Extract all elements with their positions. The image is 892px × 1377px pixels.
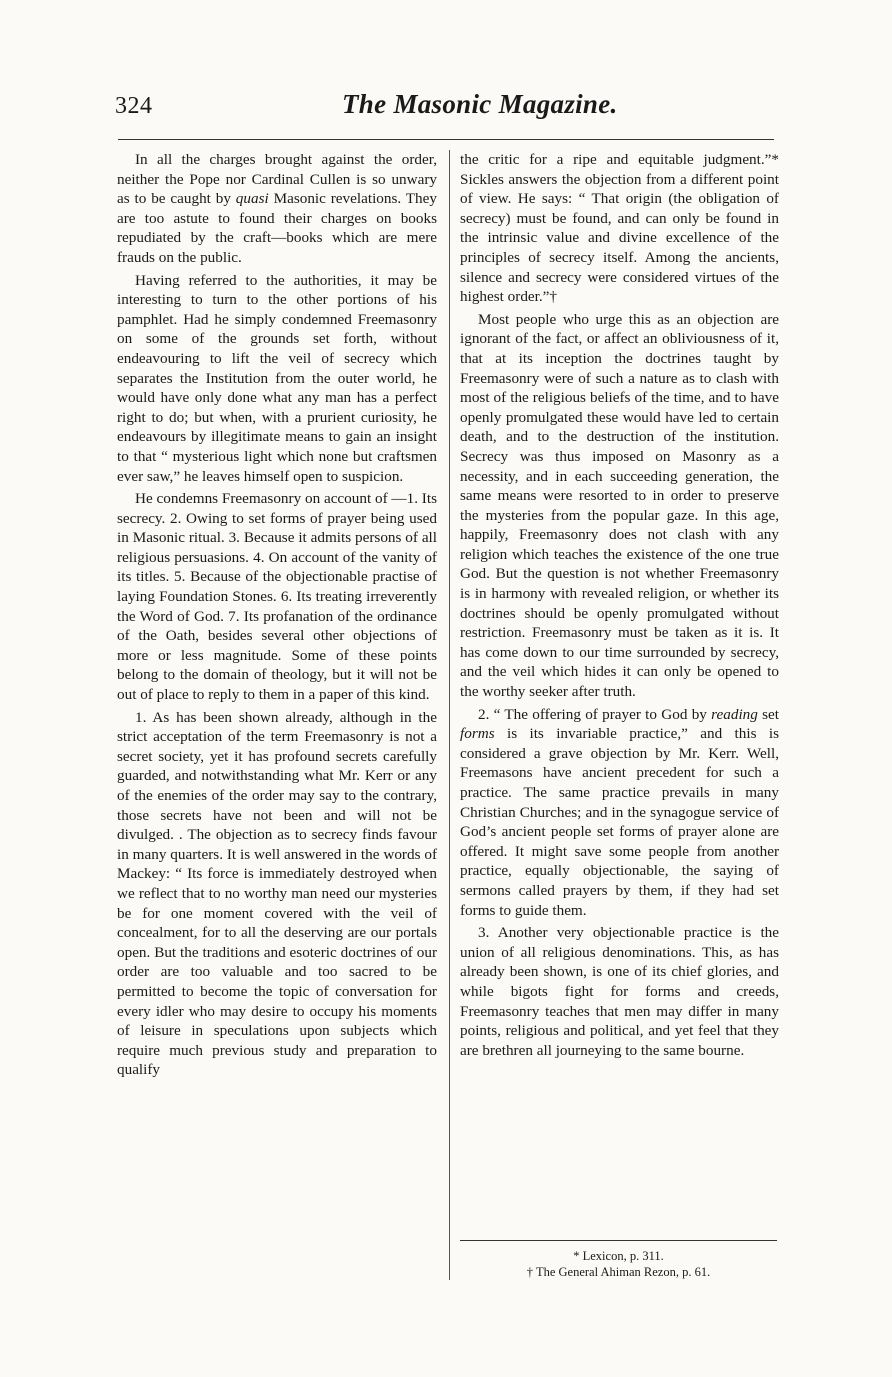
left-paragraph-3: He condemns Freemasonry on account of —1. Its secrecy. 2. Owing to set forms of prayer being used in Masonic ritual. 3. Because it admits persons of all religious persuasions. 4. On account of the vanity of its titles. 5. Because of the objectionable practise of laying Foundation Stones. 6. Its treating irreverently the Word of God. 7. Its profanation of the ordinance of the Oath, besides several other objections of more or less magnitude. Some of these points belong to the domain of theology, but it will not be out of place to reply to them in a paper of this kind. bbox=[117, 490, 437, 704]
right-paragraph-3 bbox=[460, 705, 779, 921]
footnote-1: * Lexicon, p. 311. bbox=[573, 1249, 664, 1263]
left-paragraph-1 bbox=[117, 150, 437, 268]
column-divider bbox=[449, 150, 450, 1280]
text-run: 2. “ The offering of prayer to God by bbox=[478, 705, 712, 723]
right-paragraph-1: the critic for a ripe and equitable judgment.”* Sickles answers the objection from a different point of view. He says: “ That origin (the obligation of secrecy) must be found, and can only be found in the intrinsic value and divine excellence of the principles of secrecy itself. Among the ancients, silence and secrecy were considered virtues of the highest order.”† bbox=[460, 151, 779, 306]
header-rule bbox=[118, 139, 774, 140]
right-paragraph-2: Most people who urge this as an objection are ignorant of the fact, or affect an obliviousness of it, that at its inception the doctrines taught by Freemasonry were of such a nature as to clash with most of the religious beliefs of the time, and to have openly promulgated these would have led to certain death, and to the destruction of the institution. Secrecy was thus imposed on Masonry as a necessity, and in each succeeding generation, the same means were resorted to in order to preserve the mysteries from the popular gaze. In this age, happily, Freemasonry does not clash with any religion which teaches the existence of the one true God. But the question is not whether Freemasonry is in harmony with revealed religion, or whether its doctrines should be openly promulgated without restriction. Freemasonry must be taken as it is. It has come down to our time surrounded by secrecy, and the veil which hides it can only be opened to the worthy seeker after truth. bbox=[460, 310, 779, 701]
footnotes bbox=[460, 1248, 777, 1280]
footnote-2: † The General Ahiman Rezon, p. 61. bbox=[526, 1265, 711, 1279]
left-paragraph-2: Having referred to the authorities, it may be interesting to turn to the other portions of his pamphlet. Had he simply condemned Freemasonry on some of the grounds set forth, without endeavouring to lift the veil of secrecy which separates the Institution from the outer world, he would have only done what any man has a perfect right to do; but when, with a prurient curiosity, he endeavours by illegitimate means to gain an insight to that “ mysterious light which none but craftsmen ever saw,” he leaves himself open to suspicion. bbox=[117, 271, 437, 485]
left-column bbox=[117, 150, 437, 1083]
text-run: is its invariable practice,” and this is considered a grave objection by Mr. Kerr. Well, Freemasons have ancient precedent for such a practice. The same practice prevails in many Christian Churches; and in the synagogue service of God’s ancient people set forms of prayer alone are offered. It might save some people from another practice, equally objectionable, the saying of sermons called prayers by them, if they had set forms to guide them. bbox=[460, 725, 779, 919]
text-run: In all the charges brought against the order, neither the Pope nor Cardinal Cullen is so unwary as to be caught by bbox=[117, 151, 437, 208]
italic-text: quasi bbox=[235, 190, 269, 208]
right-column bbox=[460, 150, 779, 1063]
text-run: Masonic revelations. They are too astute to found their charges on books repudiated by the craft—books which are mere frauds on the public. bbox=[117, 190, 437, 266]
italic-text: reading bbox=[711, 705, 758, 723]
right-paragraph-4: 3. Another very objectionable practice is the union of all religious denominations. This, as has already been shown, is one of its chief glories, and while bigots fight for forms and creeds, Freemasonry teaches that men may differ in many points, religious and political, and yet feel that they are brethren all journeying to the same bourne. bbox=[460, 924, 779, 1059]
footnote-rule bbox=[460, 1240, 777, 1241]
italic-text: forms bbox=[460, 725, 495, 743]
left-paragraph-4: 1. As has been shown already, although in the strict acceptation of the term Freemasonry is not a secret society, yet it has profound secrets carefully guarded, and notwithstanding what Mr. Kerr or any of the enemies of the order may say to the contrary, those secrets have not been and will not be divulged. . The objection as to secrecy finds favour in many quarters. It is well answered in the words of Mackey: “ Its force is immediately destroyed when we reflect that to no worthy man need our mysteries be for one moment covered with the veil of concealment, for to all the deserving are our portals open. But the traditions and esoteric doctrines of our order are too valuable and too sacred to be permitted to become the topic of conversation for every idler who may desire to occupy his moments of leisure in speculations upon subjects which require much previous study and preparation to qualify bbox=[117, 708, 437, 1079]
text-run: set bbox=[757, 705, 780, 723]
page-number: 324 bbox=[115, 93, 153, 119]
page-title: The Masonic Magazine. bbox=[342, 89, 618, 119]
